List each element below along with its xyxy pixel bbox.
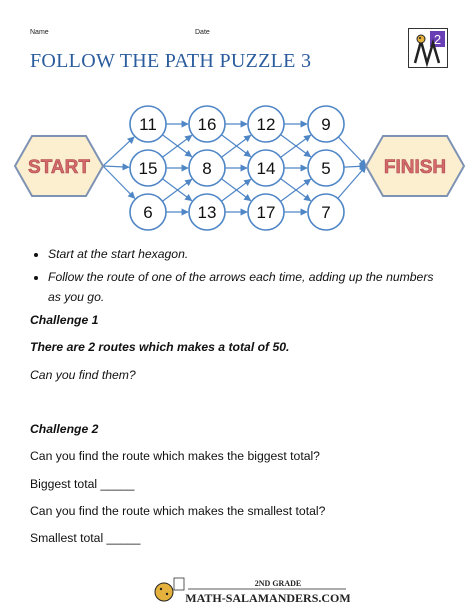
node-number: 5	[321, 159, 331, 178]
challenge1-question: Can you find them?	[30, 368, 136, 382]
node-number: 12	[256, 115, 276, 134]
node-number: 16	[197, 115, 217, 134]
node-number: 13	[197, 203, 217, 222]
challenge2-heading: Challenge 2	[30, 422, 99, 436]
instruction-item: • Start at the start hexagon.	[48, 244, 448, 264]
finish-label: FINISH	[383, 157, 447, 178]
node-number: 9	[321, 115, 331, 134]
node-number: 11	[139, 115, 157, 134]
salamander-icon	[409, 29, 447, 67]
node-number: 17	[256, 203, 276, 222]
node-number: 6	[143, 203, 153, 222]
footer-logo	[150, 574, 350, 606]
date-label: Date	[195, 29, 210, 36]
path-arrow	[103, 137, 134, 166]
challenge1-statement: There are 2 routes which makes a total of 50.	[30, 340, 290, 354]
node-number: 7	[321, 203, 331, 222]
salamander-logo	[408, 28, 448, 68]
smallest-total-answer: Smallest total _____	[30, 531, 141, 545]
challenge2-question-smallest: Can you find the route which makes the smallest total?	[30, 504, 326, 518]
challenge2-question-biggest: Can you find the route which makes the biggest total?	[30, 449, 320, 463]
node-number: 15	[138, 159, 158, 178]
node-number: 8	[202, 159, 212, 178]
footer-grade: 2ND GRADE	[254, 579, 302, 588]
path-puzzle	[0, 90, 474, 240]
biggest-total-answer: Biggest total _____	[30, 477, 135, 491]
path-arrow	[103, 166, 129, 167]
page-title: FOLLOW THE PATH PUZZLE 3	[30, 50, 312, 72]
challenge1-heading: Challenge 1	[30, 313, 99, 327]
start-label: START	[28, 157, 90, 178]
node-number: 14	[256, 159, 276, 178]
name-label: Name	[30, 29, 49, 36]
path-arrow	[344, 166, 366, 167]
footer-site: MATH-SALAMANDERS.COM	[185, 591, 350, 605]
instruction-item: • Follow the route of one of the arrows each time, adding up the numbers as you go.	[48, 267, 448, 307]
instructions	[28, 244, 448, 310]
logo-badge-number: 2	[433, 32, 442, 47]
salamander-mascot-icon	[155, 578, 184, 601]
